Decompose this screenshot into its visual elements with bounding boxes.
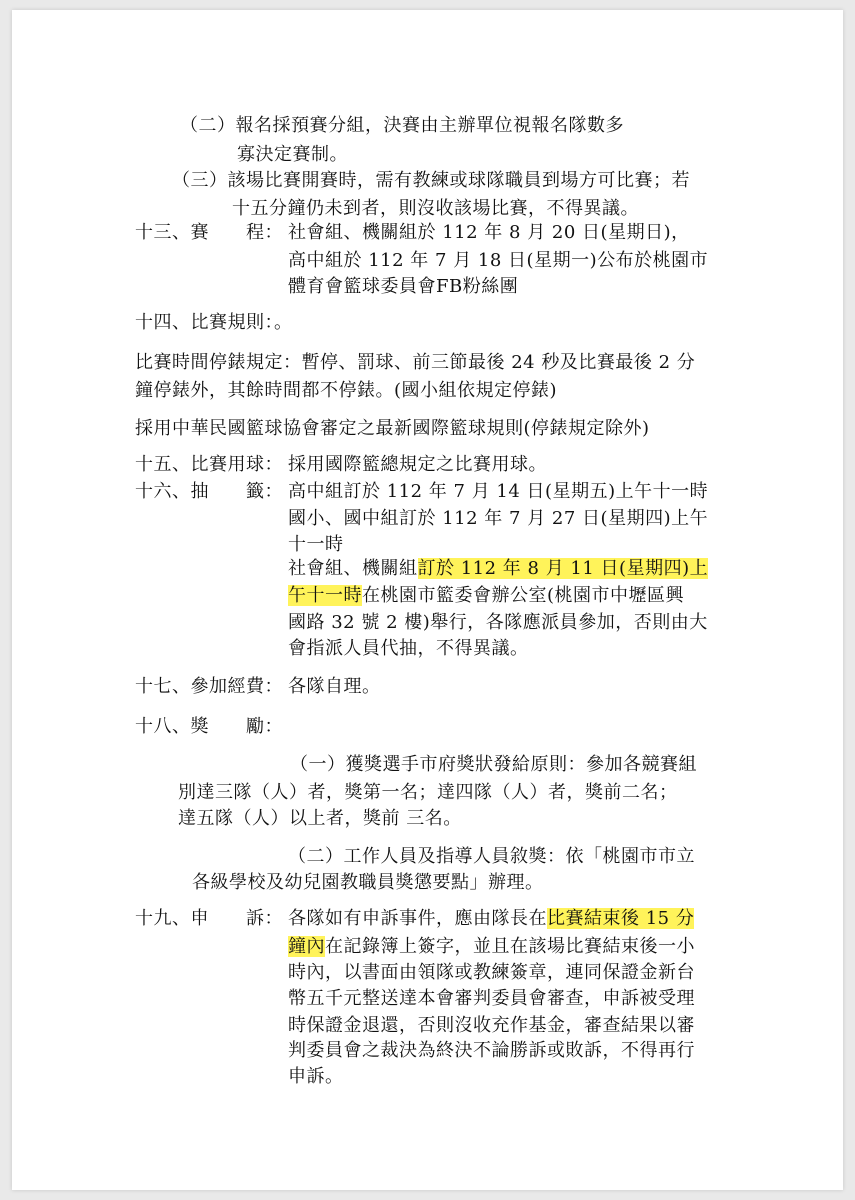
section-16-heading: 十六、抽 籤： — [135, 481, 283, 502]
clause-3-line-2: 十五分鐘仍未到者，則沒收該場比賽，不得異議。 — [232, 198, 639, 219]
section-19-heading: 十九、申 訴： — [135, 908, 283, 929]
section-15-heading: 十五、比賽用球： — [135, 454, 283, 475]
section-18-item-2-line-2: 各級學校及幼兒園教職員獎懲要點」辦理。 — [192, 872, 544, 893]
section-17-heading: 十七、參加經費： — [135, 676, 283, 697]
section-13-heading: 十三、賽 程： — [135, 222, 283, 243]
section-14-heading: 十四、比賽規則：。 — [135, 312, 293, 333]
document-page — [12, 10, 843, 1190]
section-16-line-1: 高中組訂於 112 年 7 月 14 日(星期五)上午十一時 — [288, 481, 709, 502]
section-18-item-1-line-2: 別達三隊（人）者，獎第一名；達四隊（人）者，獎前二名； — [178, 782, 678, 803]
section-19-line-2-text: 在記錄簿上簽字，並且在該場比賽結束後一小 — [325, 936, 695, 957]
highlighted-draw-time: 午十一時 — [288, 585, 362, 606]
section-14-para-2: 採用中華民國籃球協會審定之最新國際籃球規則(停錶規定除外) — [135, 418, 650, 439]
section-16-line-2: 國小、國中組訂於 112 年 7 月 27 日(星期四)上午 — [288, 508, 709, 529]
section-19-line-2 — [288, 934, 695, 960]
section-19-line-5: 時保證金退還，否則沒收充作基金，審查結果以審 — [288, 1015, 695, 1036]
highlighted-appeal-deadline: 比賽結束後 15 分 — [547, 908, 695, 929]
section-13-line-3: 體育會籃球委員會FB粉絲團 — [288, 276, 519, 297]
highlighted-appeal-deadline-cont: 鐘內 — [288, 936, 325, 957]
section-16-line-7: 會指派人員代抽，不得異議。 — [288, 638, 529, 659]
section-19-line-1 — [288, 906, 694, 932]
section-13-line-1: 社會組、機關組於 112 年 8 月 20 日(星期日)， — [288, 222, 690, 243]
section-16-line-5-text: 在桃園市籃委會辦公室(桃園市中壢區興 — [362, 585, 685, 606]
clause-2-line-2: 寡決定賽制。 — [237, 144, 348, 165]
section-16-line-6: 國路 32 號 2 樓)舉行，各隊應派員參加，否則由大 — [288, 612, 708, 633]
section-18-item-1-line-3: 達五隊（人）以上者，獎前 三名。 — [178, 808, 462, 829]
section-16-line-4-text: 社會組、機關組 — [288, 558, 418, 579]
section-19-line-6: 判委員會之裁決為終決不論勝訴或敗訴，不得再行 — [288, 1040, 695, 1061]
section-16-line-4 — [288, 556, 708, 582]
section-14-para-1-line-2: 鐘停錶外，其餘時間都不停錶。(國小組依規定停錶) — [135, 380, 558, 401]
section-13-line-2: 高中組於 112 年 7 月 18 日(星期一)公布於桃園市 — [288, 250, 709, 271]
section-17-text: 各隊自理。 — [288, 676, 381, 697]
section-19-line-7: 申訴。 — [288, 1066, 344, 1087]
section-15-text: 採用國際籃總規定之比賽用球。 — [288, 454, 547, 475]
section-14-para-1-line-1: 比賽時間停錶規定：暫停、罰球、前三節最後 24 秒及比賽最後 2 分 — [135, 352, 696, 373]
section-18-item-2-line-1: （二）工作人員及指導人員敘獎：依「桃園市市立 — [288, 846, 695, 867]
section-19-line-4: 幣五千元整送達本會審判委員會審查，申訴被受理 — [288, 988, 695, 1009]
section-19-line-1-text: 各隊如有申訴事件，應由隊長在 — [288, 908, 547, 929]
section-16-line-5 — [288, 583, 684, 609]
highlighted-draw-date: 訂於 112 年 8 月 11 日(星期四)上 — [417, 558, 709, 579]
section-18-item-1-line-1: （一）獲獎選手市府獎狀發給原則：參加各競賽組 — [290, 754, 697, 775]
clause-2-line-1: （二）報名採預賽分組，決賽由主辦單位視報名隊數多 — [180, 115, 624, 136]
section-16-line-3: 十一時 — [288, 534, 344, 555]
section-19-line-3: 時內，以書面由領隊或教練簽章，連同保證金新台 — [288, 962, 695, 983]
clause-3-line-1: （三）該場比賽開賽時，需有教練或球隊職員到場方可比賽；若 — [172, 170, 690, 191]
section-18-heading: 十八、獎 勵： — [135, 716, 283, 737]
